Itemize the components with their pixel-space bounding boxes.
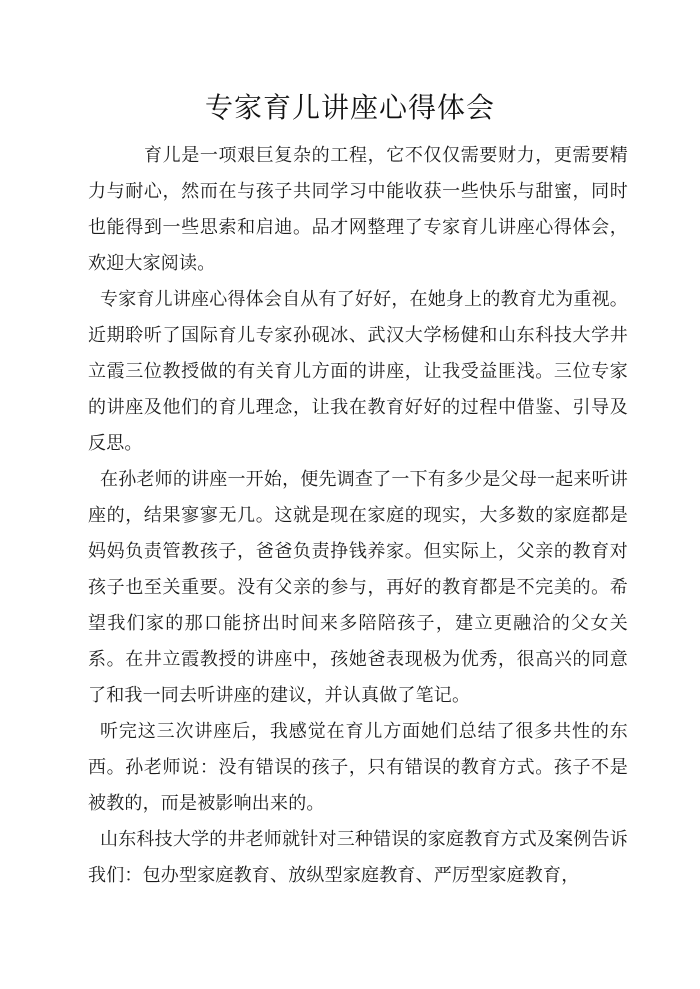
paragraph-experts: 专家育儿讲座心得体会自从有了好好，在她身上的教育尤为重视。近期聆听了国际育儿专家孙砚冰、武汉大学杨健和山东科技大学井立霞三位教授做的有关育儿方面的讲座，让我受益匪浅。三位专家的讲座及他们的育儿理念，让我在教育好好的过程中借鉴、引导及反思。 — [88, 289, 628, 454]
paragraph-sun-lecture: 在孙老师的讲座一开始，便先调查了一下有多少是父母一起来听讲座的，结果寥寥无几。这就是现在家庭的现实，大多数的家庭都是妈妈负责管教孩子，爸爸负责挣钱养家。但实际上，父亲的教育对孩子也至关重要。没有父亲的参与，再好的教育都是不完美的。希望我们家的那口能挤出时间来多陪陪孩子，建立更融洽的父女关系。在井立霞教授的讲座中，孩她爸表现极为优秀，很高兴的同意了和我一同去听讲座的建议，并认真做了笔记。 — [88, 469, 628, 706]
paragraph-jing-lecture: 山东科技大学的井老师就针对三种错误的家庭教育方式及案例告诉我们：包办型家庭教育、放纵型家庭教育、严厉型家庭教育， — [88, 829, 628, 886]
paragraph-intro: 育儿是一项艰巨复杂的工程，它不仅仅需要财力，更需要精力与耐心，然而在与孩子共同学习中能收获一些快乐与甜蜜，同时也能得到一些思索和启迪。品才网整理了专家育儿讲座心得体会，欢迎大家阅读。 — [88, 145, 628, 274]
paragraph-summary: 听完这三次讲座后，我感觉在育儿方面她们总结了很多共性的东西。孙老师说：没有错误的孩子，只有错误的教育方式。孩子不是被教的，而是被影响出来的。 — [88, 721, 628, 814]
document-body — [88, 138, 628, 894]
document-title: 专家育儿讲座心得体会 — [204, 91, 495, 124]
